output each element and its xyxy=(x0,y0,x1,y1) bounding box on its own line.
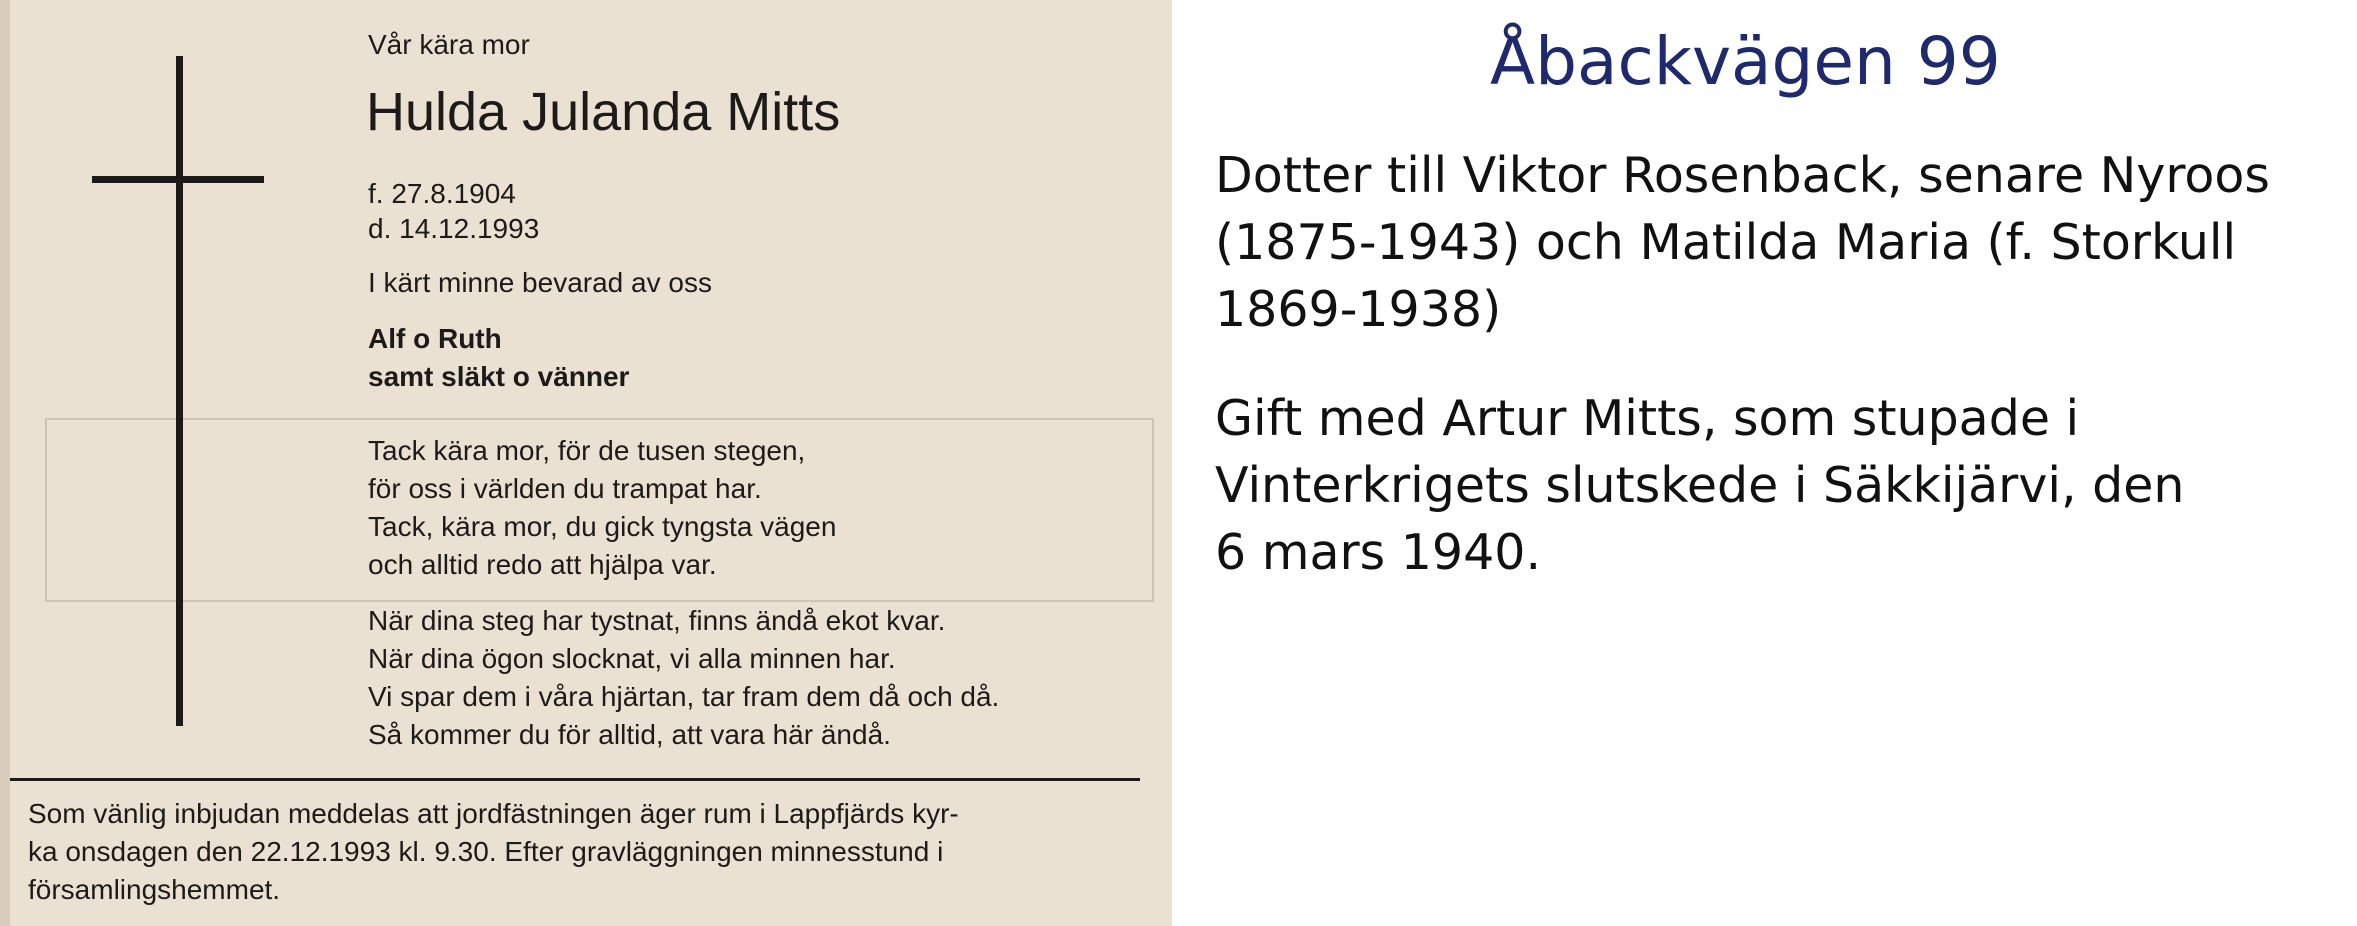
marriage-line: Gift med Artur Mitts, som stupade i xyxy=(1215,390,2080,447)
poem-line: och alltid redo att hjälpa var. xyxy=(368,549,717,580)
poem-line: Så kommer du för alltid, att vara här ändå. xyxy=(368,719,891,750)
funeral-notice-line: församlingshemmet. xyxy=(28,874,281,905)
biography-line: (1875-1943) och Matilda Maria (f. Storkull xyxy=(1215,214,2237,271)
marriage-line: Vinterkrigets slutskede i Säkkijärvi, den xyxy=(1215,457,2185,514)
mourner-line: samt släkt o vänner xyxy=(368,361,630,392)
death-date: d. 14.12.1993 xyxy=(368,213,540,244)
intro-text: Vår kära mor xyxy=(368,29,530,60)
divider-rule xyxy=(10,778,1140,781)
poem-line: för oss i världen du trampat har. xyxy=(368,473,762,504)
cross-horizontal-bar xyxy=(92,176,264,183)
funeral-notice-line: Som vänlig inbjudan meddelas att jordfästningen äger rum i Lappfjärds kyr- xyxy=(28,798,959,829)
biography-line: 1869-1938) xyxy=(1215,281,1502,338)
poem-line: När dina steg har tystnat, finns ändå ekot kvar. xyxy=(368,605,946,636)
poem-line: Tack, kära mor, du gick tyngsta vägen xyxy=(368,511,837,542)
biography-line: Dotter till Viktor Rosenback, senare Nyroos xyxy=(1215,147,2270,204)
deceased-name: Hulda Julanda Mitts xyxy=(366,82,841,142)
funeral-notice-line: ka onsdagen den 22.12.1993 kl. 9.30. Efter gravläggningen minnesstund i xyxy=(28,836,944,867)
clipping-edge xyxy=(0,0,10,926)
mourner-line: Alf o Ruth xyxy=(368,323,502,354)
birth-date: f. 27.8.1904 xyxy=(368,178,516,209)
address-title: Åbackvägen 99 xyxy=(1490,23,2001,100)
newspaper-clipping xyxy=(0,0,1172,926)
marriage-line: 6 mars 1940. xyxy=(1215,524,1542,581)
poem-line: Vi spar dem i våra hjärtan, tar fram dem då och då. xyxy=(368,681,1000,712)
poem-line: Tack kära mor, för de tusen stegen, xyxy=(368,435,806,466)
memory-line: I kärt minne bevarad av oss xyxy=(368,267,712,298)
cross-vertical-bar xyxy=(176,56,183,726)
poem-line: När dina ögon slocknat, vi alla minnen har. xyxy=(368,643,896,674)
